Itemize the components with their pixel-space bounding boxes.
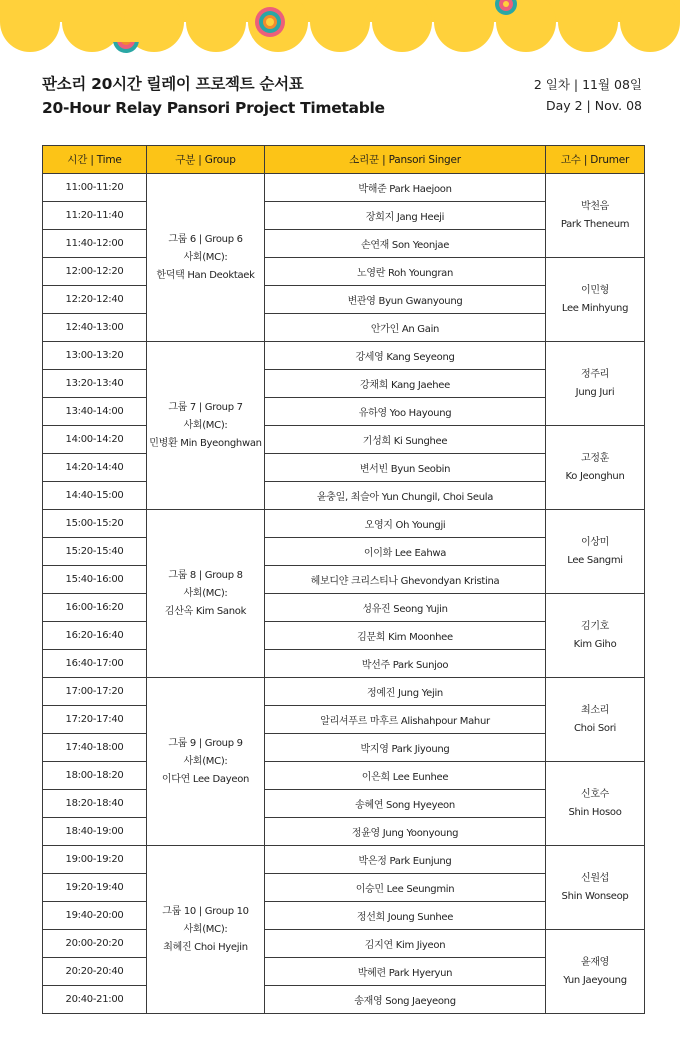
awning-scallops <box>0 0 680 52</box>
column-header-singer: 소리꾼 | Pansori Singer <box>265 146 546 174</box>
drummer-name-korean: 신호수 <box>580 788 610 800</box>
singer-cell: 이이화 Lee Eahwa <box>265 538 546 566</box>
timetable-body <box>43 174 645 1014</box>
time-cell: 20:00-20:20 <box>43 930 147 958</box>
singer-cell: 헤보디얀 크리스티나 Ghevondyan Kristina <box>265 566 546 594</box>
time-cell: 11:00-11:20 <box>43 174 147 202</box>
mc-name: 이다연 Lee Dayeon <box>161 773 250 785</box>
singer-cell: 송재영 Song Jaeyeong <box>265 986 546 1014</box>
time-cell: 14:20-14:40 <box>43 454 147 482</box>
time-cell: 16:40-17:00 <box>43 650 147 678</box>
time-cell: 13:20-13:40 <box>43 370 147 398</box>
drummer-name-english: Choi Sori <box>573 722 617 734</box>
awning-decoration <box>0 0 680 60</box>
drummer-name-english: Kim Giho <box>573 638 617 650</box>
singer-cell: 김지연 Kim Jiyeon <box>265 930 546 958</box>
singer-cell: 정예진 Jung Yejin <box>265 678 546 706</box>
group-cell <box>147 174 265 342</box>
group-cell <box>147 342 265 510</box>
table-row <box>43 510 645 538</box>
time-cell: 15:20-15:40 <box>43 538 147 566</box>
time-cell: 13:00-13:20 <box>43 342 147 370</box>
drummer-name-english: Lee Sangmi <box>567 554 623 566</box>
drummer-name-korean: 신원섭 <box>580 872 610 884</box>
timetable-header-row <box>43 146 645 174</box>
singer-cell: 김문희 Kim Moonhee <box>265 622 546 650</box>
time-cell: 12:20-12:40 <box>43 286 147 314</box>
ring-center <box>255 7 285 37</box>
drummer-name-korean: 최소리 <box>580 704 610 716</box>
time-cell: 16:00-16:20 <box>43 594 147 622</box>
group-label: 그룹 7 | Group 7 <box>168 401 243 413</box>
mc-label: 사회(MC): <box>183 251 228 263</box>
singer-cell: 장희지 Jang Heeji <box>265 202 546 230</box>
title-block <box>42 72 385 120</box>
time-cell: 12:40-13:00 <box>43 314 147 342</box>
mc-label: 사회(MC): <box>183 755 228 767</box>
drummer-name-english: Yun Jaeyoung <box>563 974 627 986</box>
drummer-name-korean: 정주리 <box>580 368 610 380</box>
drummer-cell <box>546 930 645 1014</box>
drummer-cell <box>546 174 645 258</box>
drummer-cell <box>546 426 645 510</box>
drummer-name-korean: 고정훈 <box>580 452 610 464</box>
time-cell: 15:40-16:00 <box>43 566 147 594</box>
group-label: 그룹 6 | Group 6 <box>168 233 243 245</box>
singer-cell: 변서빈 Byun Seobin <box>265 454 546 482</box>
table-row <box>43 930 645 958</box>
page-title-english: 20-Hour Relay Pansori Project Timetable <box>42 99 385 117</box>
singer-cell: 윤충일, 최슬아 Yun Chungil, Choi Seula <box>265 482 546 510</box>
singer-cell: 박지영 Park Jiyoung <box>265 734 546 762</box>
time-cell: 17:40-18:00 <box>43 734 147 762</box>
drummer-name-english: Lee Minhyung <box>561 302 629 314</box>
singer-cell: 박선주 Park Sunjoo <box>265 650 546 678</box>
singer-cell: 기성희 Ki Sunghee <box>265 426 546 454</box>
table-row <box>43 846 645 874</box>
drummer-name-english: Park Theneum <box>560 218 630 230</box>
mc-name: 김산옥 Kim Sanok <box>164 605 247 617</box>
time-cell: 14:00-14:20 <box>43 426 147 454</box>
time-cell: 18:00-18:20 <box>43 762 147 790</box>
mc-label: 사회(MC): <box>183 587 228 599</box>
time-cell: 20:20-20:40 <box>43 958 147 986</box>
singer-cell: 정선희 Joung Sunhee <box>265 902 546 930</box>
table-row <box>43 678 645 706</box>
singer-cell: 이승민 Lee Seungmin <box>265 874 546 902</box>
singer-cell: 강세영 Kang Seyeong <box>265 342 546 370</box>
time-cell: 18:40-19:00 <box>43 818 147 846</box>
ring-left <box>108 20 144 53</box>
drummer-cell <box>546 678 645 762</box>
column-header-drummer: 고수 | Drumer <box>546 146 645 174</box>
group-cell <box>147 510 265 678</box>
time-cell: 13:40-14:00 <box>43 398 147 426</box>
drummer-cell <box>546 762 645 846</box>
column-header-time: 시간 | Time <box>43 146 147 174</box>
singer-cell: 유하영 Yoo Hayoung <box>265 398 546 426</box>
timetable <box>42 145 645 1014</box>
date-block <box>534 74 642 116</box>
singer-cell: 오영지 Oh Youngji <box>265 510 546 538</box>
drummer-cell <box>546 258 645 342</box>
time-cell: 18:20-18:40 <box>43 790 147 818</box>
table-row <box>43 258 645 286</box>
time-cell: 14:40-15:00 <box>43 482 147 510</box>
singer-cell: 이은희 Lee Eunhee <box>265 762 546 790</box>
drummer-name-english: Jung Juri <box>575 386 615 398</box>
singer-cell: 안가인 An Gain <box>265 314 546 342</box>
drummer-name-english: Shin Wonseop <box>561 890 629 902</box>
singer-cell: 성유진 Seong Yujin <box>265 594 546 622</box>
drummer-name-korean: 김기호 <box>580 620 610 632</box>
singer-cell: 노영란 Roh Youngran <box>265 258 546 286</box>
drummer-cell <box>546 846 645 930</box>
time-cell: 19:40-20:00 <box>43 902 147 930</box>
group-cell <box>147 678 265 846</box>
singer-cell: 박은정 Park Eunjung <box>265 846 546 874</box>
time-cell: 11:20-11:40 <box>43 202 147 230</box>
mc-name: 한덕택 Han Deoktaek <box>156 269 255 281</box>
time-cell: 17:00-17:20 <box>43 678 147 706</box>
table-row <box>43 174 645 202</box>
singer-cell: 알리셔푸르 마후르 Alishahpour Mahur <box>265 706 546 734</box>
time-cell: 20:40-21:00 <box>43 986 147 1014</box>
drummer-cell <box>546 594 645 678</box>
drummer-name-english: Ko Jeonghun <box>565 470 625 482</box>
table-row <box>43 762 645 790</box>
time-cell: 12:00-12:20 <box>43 258 147 286</box>
date-english: Day 2 | Nov. 08 <box>545 98 642 113</box>
mc-name: 민병환 Min Byeonghwan <box>149 437 262 449</box>
drummer-name-korean: 박천음 <box>580 200 610 212</box>
drummer-cell <box>546 342 645 426</box>
singer-cell: 정윤영 Jung Yoonyoung <box>265 818 546 846</box>
drummer-cell <box>546 510 645 594</box>
time-cell: 19:20-19:40 <box>43 874 147 902</box>
singer-cell: 강채희 Kang Jaehee <box>265 370 546 398</box>
table-row <box>43 426 645 454</box>
group-label: 그룹 9 | Group 9 <box>168 737 243 749</box>
time-cell: 17:20-17:40 <box>43 706 147 734</box>
time-cell: 15:00-15:20 <box>43 510 147 538</box>
drummer-name-english: Shin Hosoo <box>568 806 622 818</box>
table-row <box>43 594 645 622</box>
singer-cell: 박혜련 Park Hyeryun <box>265 958 546 986</box>
time-cell: 19:00-19:20 <box>43 846 147 874</box>
column-header-group: 구분 | Group <box>147 146 265 174</box>
table-row <box>43 342 645 370</box>
singer-cell: 송혜연 Song Hyeyeon <box>265 790 546 818</box>
page-title-korean: 판소리 20시간 릴레이 프로젝트 순서표 <box>42 75 304 93</box>
group-label: 그룹 8 | Group 8 <box>168 569 243 581</box>
singer-cell: 손연재 Son Yeonjae <box>265 230 546 258</box>
mc-label: 사회(MC): <box>183 419 228 431</box>
mc-name: 최혜진 Choi Hyejin <box>163 941 248 953</box>
group-cell <box>147 846 265 1014</box>
date-korean: 2 일차 | 11월 08일 <box>533 77 642 92</box>
drummer-name-korean: 이상미 <box>580 536 610 548</box>
mc-label: 사회(MC): <box>183 923 228 935</box>
group-label: 그룹 10 | Group 10 <box>162 905 249 917</box>
time-cell: 16:20-16:40 <box>43 622 147 650</box>
time-cell: 11:40-12:00 <box>43 230 147 258</box>
singer-cell: 변관영 Byun Gwanyoung <box>265 286 546 314</box>
drummer-name-korean: 윤재영 <box>580 956 610 968</box>
singer-cell: 박해준 Park Haejoon <box>265 174 546 202</box>
drummer-name-korean: 이민형 <box>580 284 610 296</box>
